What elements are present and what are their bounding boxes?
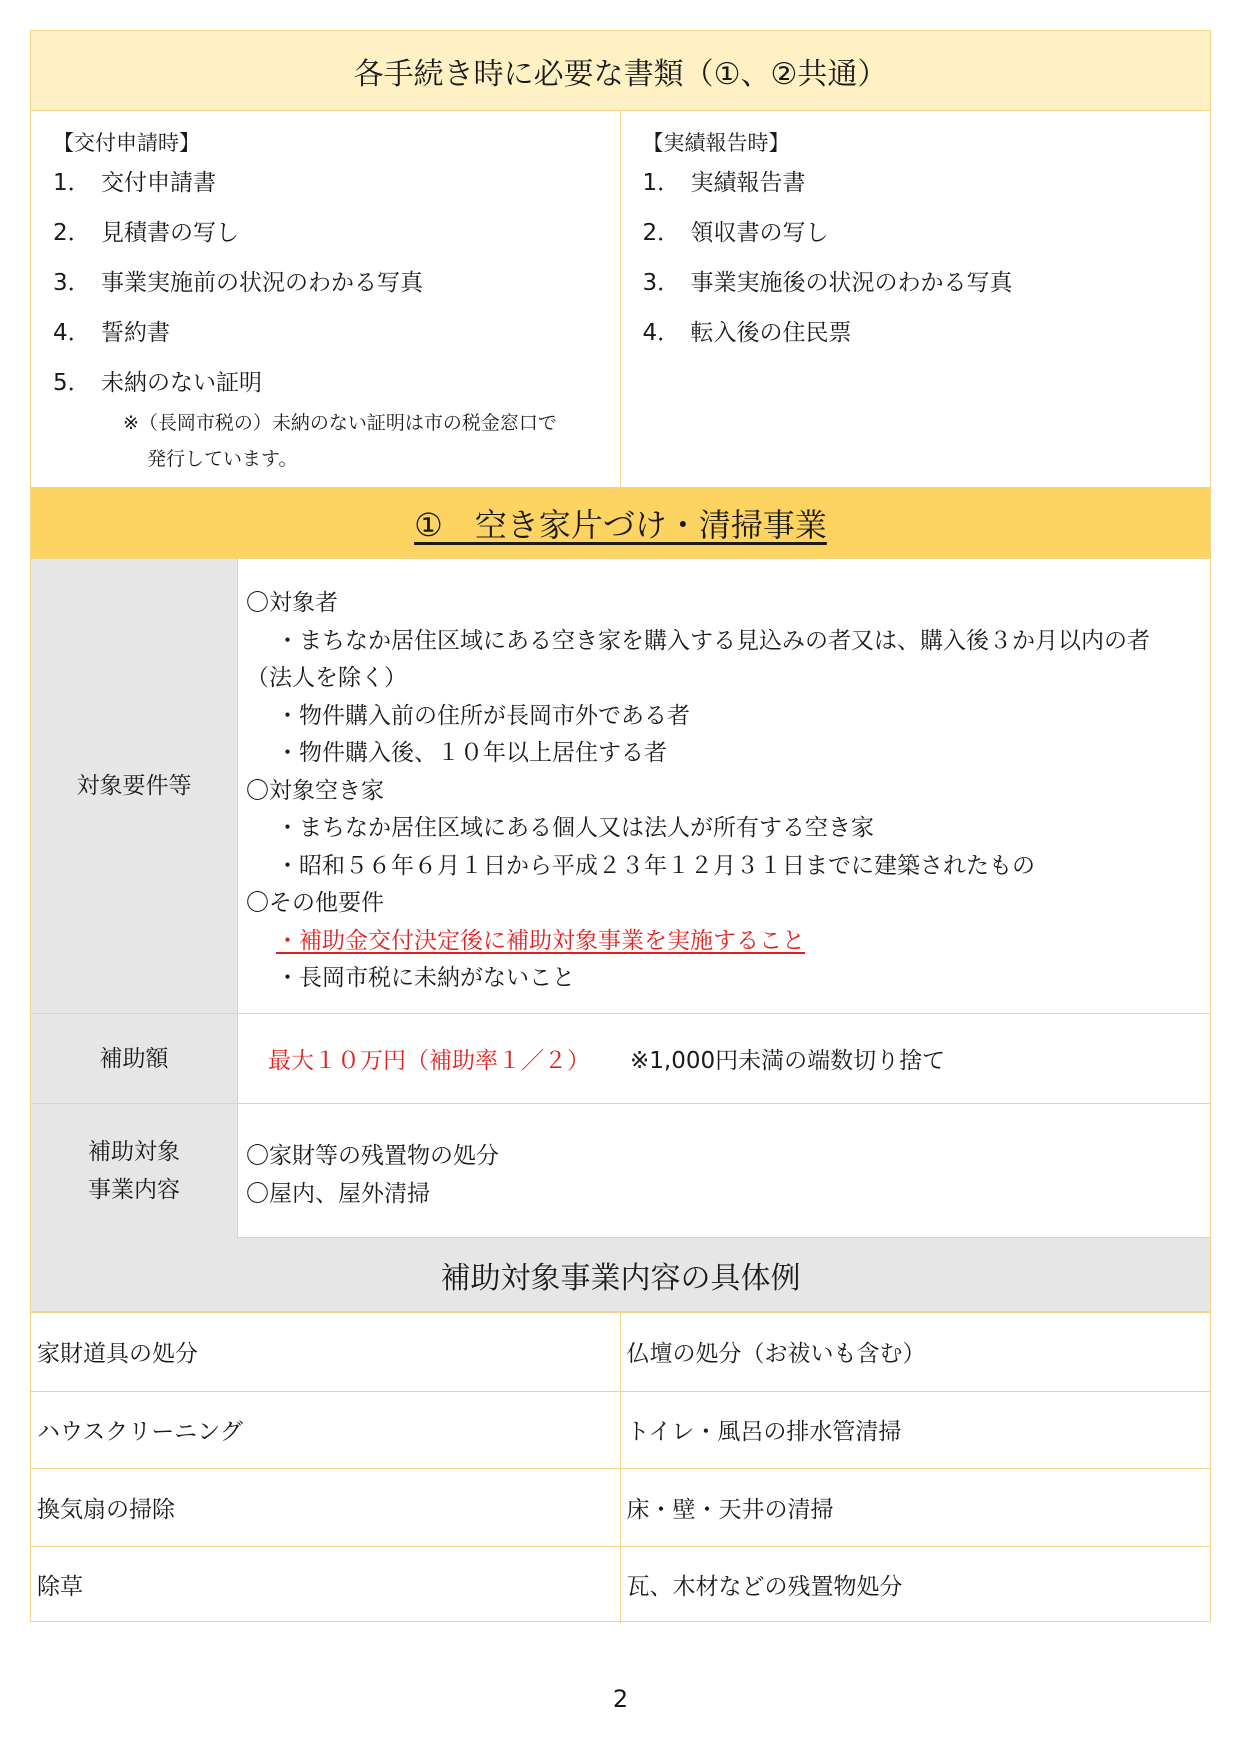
application-item: 5． 未納のない証明 [53,370,262,396]
report-heading: 【実績報告時】 [642,131,790,155]
other-heading: 〇その他要件 [246,890,384,916]
application-docs [31,111,621,487]
house-item: ・昭和５６年６月１日から平成２３年１２月３１日までに建築されたもの [276,852,1035,879]
example-cell: ハウスクリーニング [31,1392,621,1469]
section-title-text: ① 空き家片づけ・清掃事業 [414,506,827,544]
example-cell: 仏壇の処分（お祓いも含む） [626,1341,926,1368]
section-title [30,488,1211,558]
common-docs-title [30,30,1211,110]
example-cell: 家財道具の処分 [31,1313,621,1391]
target-heading: 〇対象者 [246,590,338,616]
target-item: ・まちなか居住区域にある空き家を購入する見込みの者又は、購入後３か月以内の者 [276,627,1150,654]
target-item-cont: （法人を除く） [246,665,407,691]
content-row [31,1103,1210,1238]
house-item: ・まちなか居住区域にある個人又は法人が所有する空き家 [276,815,874,841]
page-number: 2 [612,1685,629,1713]
target-item: ・物件購入後、１０年以上居住する者 [276,740,667,766]
table-row [31,1468,1210,1546]
content-item: 〇屋内、屋外清掃 [246,1181,430,1207]
requirements-body [238,559,1210,1013]
other-item: ・長岡市税に未納がないこと [276,965,575,991]
other-item-emphasis: ・補助金交付決定後に補助対象事業を実施すること [276,927,805,954]
target-item: ・物件購入前の住所が長岡市外である者 [276,702,690,729]
requirements-row [31,559,1210,1013]
application-heading: 【交付申請時】 [53,131,200,155]
application-item: 3． 事業実施前の状況のわかる写真 [53,270,423,296]
content-body [238,1104,1210,1238]
amount-label: 補助額 [31,1014,238,1103]
common-docs-table [30,110,1211,488]
example-cell: 床・壁・天井の清掃 [626,1496,834,1523]
example-cell: 瓦、木材などの残置物処分 [626,1574,903,1601]
house-heading: 〇対象空き家 [246,777,384,804]
examples-title [30,1238,1211,1312]
amount-row [31,1013,1210,1103]
report-docs [621,111,1211,487]
amount-body [238,1014,1210,1103]
content-label: 補助対象 事業内容 [31,1104,238,1238]
report-item: 3． 事業実施後の状況のわかる写真 [642,270,1013,296]
report-item: 4． 転入後の住民票 [642,320,852,346]
table-row [31,1313,1210,1391]
amount-value: 最大１０万円（補助率１／２） [268,1048,590,1074]
report-item: 2． 領収書の写し [642,220,829,246]
table-row [31,1546,1210,1624]
examples-table [30,1312,1211,1622]
example-cell: 除草 [31,1547,621,1624]
example-cell: トイレ・風呂の排水管清掃 [626,1419,902,1446]
common-docs-title-text: 各手続き時に必要な書類（①、②共通） [353,56,888,92]
examples-title-text: 補助対象事業内容の具体例 [440,1260,801,1296]
application-item: 4． 誓約書 [53,320,170,346]
table-row [31,1391,1210,1469]
application-item: 2． 見積書の写し [53,220,239,246]
example-cell: 換気扇の掃除 [31,1469,621,1546]
section-table [30,558,1211,1238]
amount-note: ※1,000円未満の端数切り捨て [630,1048,946,1074]
report-item: 1． 実績報告書 [642,170,806,196]
requirements-label: 対象要件等 [31,559,238,1013]
content-item: 〇家財等の残置物の処分 [246,1143,499,1169]
tax-certificate-note: ※（長岡市税の）未納のない証明は市の税金窓口で 発行しています。 [123,412,557,470]
application-item: 1． 交付申請書 [53,170,216,196]
